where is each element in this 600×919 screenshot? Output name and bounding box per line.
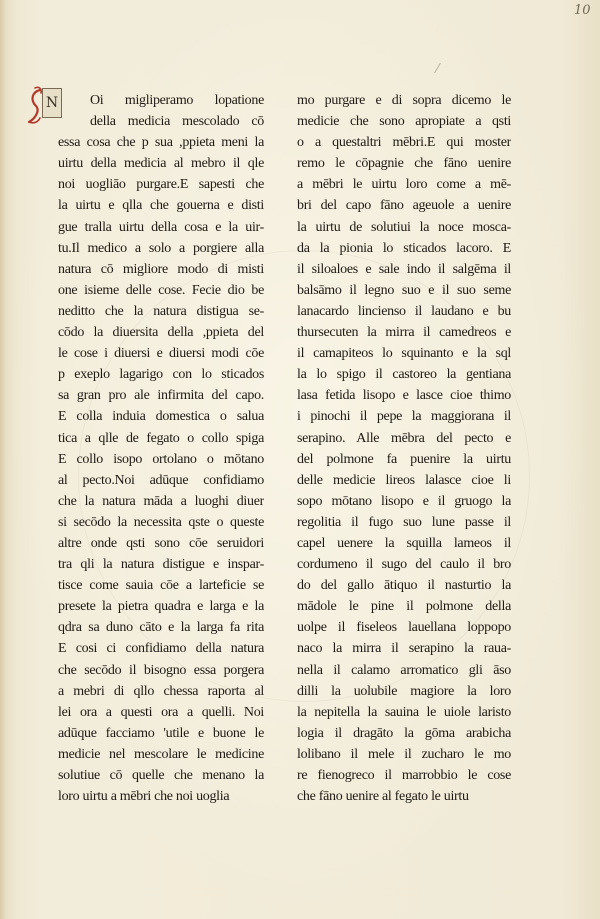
text-line: sa gran pro ale infirmita del capo. — [58, 388, 264, 404]
text-line: tica a qlle de fegato o collo spiga — [58, 430, 264, 446]
text-line: nella il calamo arromatico gli āso — [297, 662, 511, 678]
text-line: uirtu della medicia al mebro il qle — [58, 156, 264, 172]
text-line: re fienogreco il marrobbio le cose — [297, 768, 511, 783]
text-line: dilli la uolubile magiore la loro — [297, 683, 511, 699]
text-line: regolitia il fugo suo lune passe il — [297, 514, 511, 530]
initial-capital — [26, 84, 60, 130]
text-line: loro uirtu a mēbri che noi uoglia — [58, 789, 230, 805]
text-line: o a questaltri mēbri.E qui moster — [297, 135, 511, 151]
text-line: sopo mōtano lisopo e il gruogo la — [297, 493, 511, 509]
text-line: la uirtu e qlla che gouerna e disti — [58, 198, 264, 214]
text-line: remo le cōpagnie che fāno uenire — [297, 156, 511, 172]
text-line: la lo spigo il castoreo la gentiana — [297, 367, 511, 383]
text-line: il siloaloes e sale indo il salgēma il — [297, 261, 511, 277]
text-line: si secōdo la necessita qste o queste — [58, 514, 264, 530]
text-line: essa cosa che p sua ,ppieta meni la — [58, 135, 264, 151]
text-line: al pecto.Noi adūque confidiamo — [58, 472, 264, 488]
text-line: le cose i diuersi e diuersi modi cōe — [58, 346, 264, 362]
text-line: balsāmo il legno suo e il suo seme — [297, 282, 511, 298]
right-text-column — [297, 90, 511, 807]
text-line: tu.Il medico a solo a porgiere alla — [58, 240, 264, 256]
text-line: lolibano il mele il zucharo le mo — [297, 746, 511, 762]
text-line: tra qli la natura distigue e inspar- — [58, 557, 264, 573]
text-line: da la pionia lo sticados lacoro. E — [297, 240, 511, 256]
text-line: della medicia mescolado cō — [90, 114, 264, 130]
text-line: che fāno uenire al fegato le uirtu — [297, 789, 469, 805]
text-line: serapino. Alle mēbra del pecto e — [297, 430, 511, 446]
text-line: la nepitella la sauina le uiole laristo — [297, 704, 511, 720]
text-line: capel uenere la squilla lameos il — [297, 535, 511, 551]
text-line: a mēbri le uirtu loro come a mē- — [297, 177, 511, 193]
text-line: lei ora a questi ora a quelli. Noi — [58, 704, 264, 720]
text-line: i pinochi il pepe la maggiorana il — [297, 409, 511, 425]
text-line: thursecuten la mirra il camedreos e — [297, 325, 511, 341]
text-line: noi uogliāo purgare.E sapesti che — [58, 177, 264, 193]
text-line: altre onde qsti sono cōe seruidori — [58, 535, 264, 551]
text-line: neditto che la natura distigua se- — [58, 303, 264, 319]
text-line: medicie che sono apropiate a qsti — [297, 114, 511, 130]
text-line: natura cō migliore modo di misti — [58, 261, 264, 277]
text-line: qdra sa duno cāto e la larga fa rita — [58, 620, 264, 636]
text-line: lanacardo lincienso il laudano e bu — [297, 303, 511, 319]
text-line: tisce come sauia cōe a larteficie se — [58, 578, 264, 594]
text-line: gue tralla uirtu della cosa e la uir- — [58, 219, 264, 235]
left-text-column — [58, 90, 264, 807]
text-line: logia il dragāto la gōma arabicha — [297, 725, 511, 741]
folio-number: 10 — [574, 3, 591, 18]
text-line: uolpe il fiseleos lauellana loppopo — [297, 620, 511, 636]
text-line: medicie nel mescolare le medicine — [58, 746, 264, 762]
text-line: cōdo la diuersita della ,ppieta del — [58, 325, 264, 341]
text-line: presete la pietra quadra e larga e la — [58, 599, 264, 615]
text-line: lasa fetida lisopo e lasce cioe thimo — [297, 388, 511, 404]
text-line: bri del capo fāno ageuole a uenire — [297, 198, 511, 214]
text-line: a mebri di qllo chessa raporta al — [58, 683, 264, 699]
text-line: del polmone fa puenire la uirtu — [297, 451, 511, 467]
text-line: solutiue cō quelle che menano la — [58, 768, 264, 783]
text-line: delle medicie lireos lalasce cioe li — [297, 472, 511, 488]
text-line: il camapiteos lo squinanto e la sql — [297, 346, 511, 362]
text-line: la uirtu de solutiui la noce mosca- — [297, 219, 511, 235]
text-line: one isieme delle cose. Fecie dio be — [58, 282, 264, 298]
text-line: che la natura māda a luoghi diuer — [58, 493, 264, 509]
text-line: Oi migliperamo lopatione — [90, 93, 264, 108]
text-line: E colla induia domestica o salua — [58, 409, 264, 425]
text-line: E cosi ci confidiamo della natura — [58, 641, 264, 657]
text-line: p exeplo lagarigo con lo sticados — [58, 367, 264, 383]
page-edge — [0, 0, 6, 919]
text-line: cordumeno il sugo del caulo il bro — [297, 557, 511, 573]
ink-speck — [434, 63, 449, 73]
text-line: mādole le pine il polmone della — [297, 599, 511, 615]
text-line: naco la mirra il serapino la raua- — [297, 641, 511, 657]
initial-letter: N — [42, 88, 62, 118]
text-line: adūque facciamo 'utile e buone le — [58, 725, 264, 741]
text-line: do del gallo ātiquo il nasturtio la — [297, 578, 511, 594]
text-line: E collo isopo ortolano o mōtano — [58, 451, 264, 467]
text-line: che secōdo il bisogno essa porgera — [58, 662, 264, 678]
text-line: mo purgare e di sopra dicemo le — [297, 93, 511, 108]
